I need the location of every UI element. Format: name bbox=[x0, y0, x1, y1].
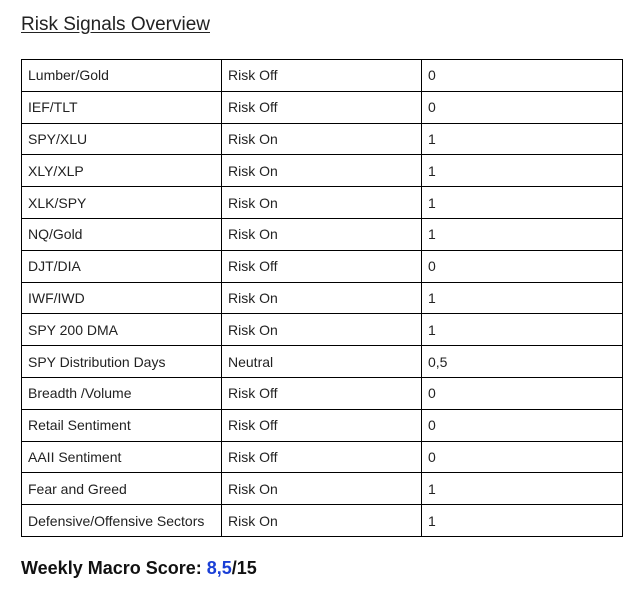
indicator-cell: IWF/IWD bbox=[22, 282, 222, 314]
score-cell: 0 bbox=[422, 377, 623, 409]
table-row bbox=[22, 250, 623, 282]
indicator-cell: DJT/DIA bbox=[22, 250, 222, 282]
table-row bbox=[22, 346, 623, 378]
table-row bbox=[22, 473, 623, 505]
score-value: 8,5 bbox=[206, 558, 232, 578]
table-row bbox=[22, 505, 623, 537]
indicator-cell: SPY/XLU bbox=[22, 123, 222, 155]
risk-signals-table bbox=[21, 59, 623, 537]
table-row bbox=[22, 60, 623, 92]
indicator-cell: SPY Distribution Days bbox=[22, 346, 222, 378]
signal-cell: Risk Off bbox=[222, 409, 422, 441]
table-row bbox=[22, 282, 623, 314]
indicator-cell: IEF/TLT bbox=[22, 91, 222, 123]
signal-cell: Risk On bbox=[222, 282, 422, 314]
signal-cell: Neutral bbox=[222, 346, 422, 378]
signal-cell: Risk Off bbox=[222, 441, 422, 473]
score-cell: 0 bbox=[422, 60, 623, 92]
score-cell: 0 bbox=[422, 250, 623, 282]
score-cell: 1 bbox=[422, 314, 623, 346]
indicator-cell: Lumber/Gold bbox=[22, 60, 222, 92]
indicator-cell: SPY 200 DMA bbox=[22, 314, 222, 346]
score-cell: 1 bbox=[422, 187, 623, 219]
risk-signals-table-body bbox=[22, 60, 623, 537]
indicator-cell: Breadth /Volume bbox=[22, 377, 222, 409]
score-cell: 0 bbox=[422, 441, 623, 473]
score-cell: 0,5 bbox=[422, 346, 623, 378]
score-max: /15 bbox=[231, 558, 257, 578]
table-row bbox=[22, 91, 623, 123]
table-row bbox=[22, 441, 623, 473]
indicator-cell: Retail Sentiment bbox=[22, 409, 222, 441]
score-cell: 1 bbox=[422, 282, 623, 314]
table-row bbox=[22, 155, 623, 187]
table-row bbox=[22, 377, 623, 409]
signal-cell: Risk Off bbox=[222, 377, 422, 409]
signal-cell: Risk On bbox=[222, 155, 422, 187]
signal-cell: Risk On bbox=[222, 123, 422, 155]
page-title: Risk Signals Overview bbox=[21, 14, 210, 35]
signal-cell: Risk Off bbox=[222, 250, 422, 282]
score-cell: 1 bbox=[422, 505, 623, 537]
table-row bbox=[22, 314, 623, 346]
signal-cell: Risk On bbox=[222, 505, 422, 537]
signal-cell: Risk On bbox=[222, 473, 422, 505]
weekly-macro-score bbox=[21, 558, 257, 579]
signal-cell: Risk On bbox=[222, 187, 422, 219]
score-cell: 1 bbox=[422, 123, 623, 155]
indicator-cell: Fear and Greed bbox=[22, 473, 222, 505]
signal-cell: Risk Off bbox=[222, 60, 422, 92]
score-cell: 1 bbox=[422, 155, 623, 187]
score-cell: 1 bbox=[422, 218, 623, 250]
indicator-cell: XLK/SPY bbox=[22, 187, 222, 219]
indicator-cell: NQ/Gold bbox=[22, 218, 222, 250]
table-row bbox=[22, 123, 623, 155]
score-cell: 0 bbox=[422, 409, 623, 441]
indicator-cell: AAII Sentiment bbox=[22, 441, 222, 473]
score-label: Weekly Macro Score: bbox=[21, 558, 207, 578]
score-cell: 1 bbox=[422, 473, 623, 505]
table-row bbox=[22, 409, 623, 441]
indicator-cell: XLY/XLP bbox=[22, 155, 222, 187]
table-row bbox=[22, 187, 623, 219]
score-cell: 0 bbox=[422, 91, 623, 123]
signal-cell: Risk Off bbox=[222, 91, 422, 123]
table-row bbox=[22, 218, 623, 250]
indicator-cell: Defensive/Offensive Sectors bbox=[22, 505, 222, 537]
signal-cell: Risk On bbox=[222, 218, 422, 250]
signal-cell: Risk On bbox=[222, 314, 422, 346]
